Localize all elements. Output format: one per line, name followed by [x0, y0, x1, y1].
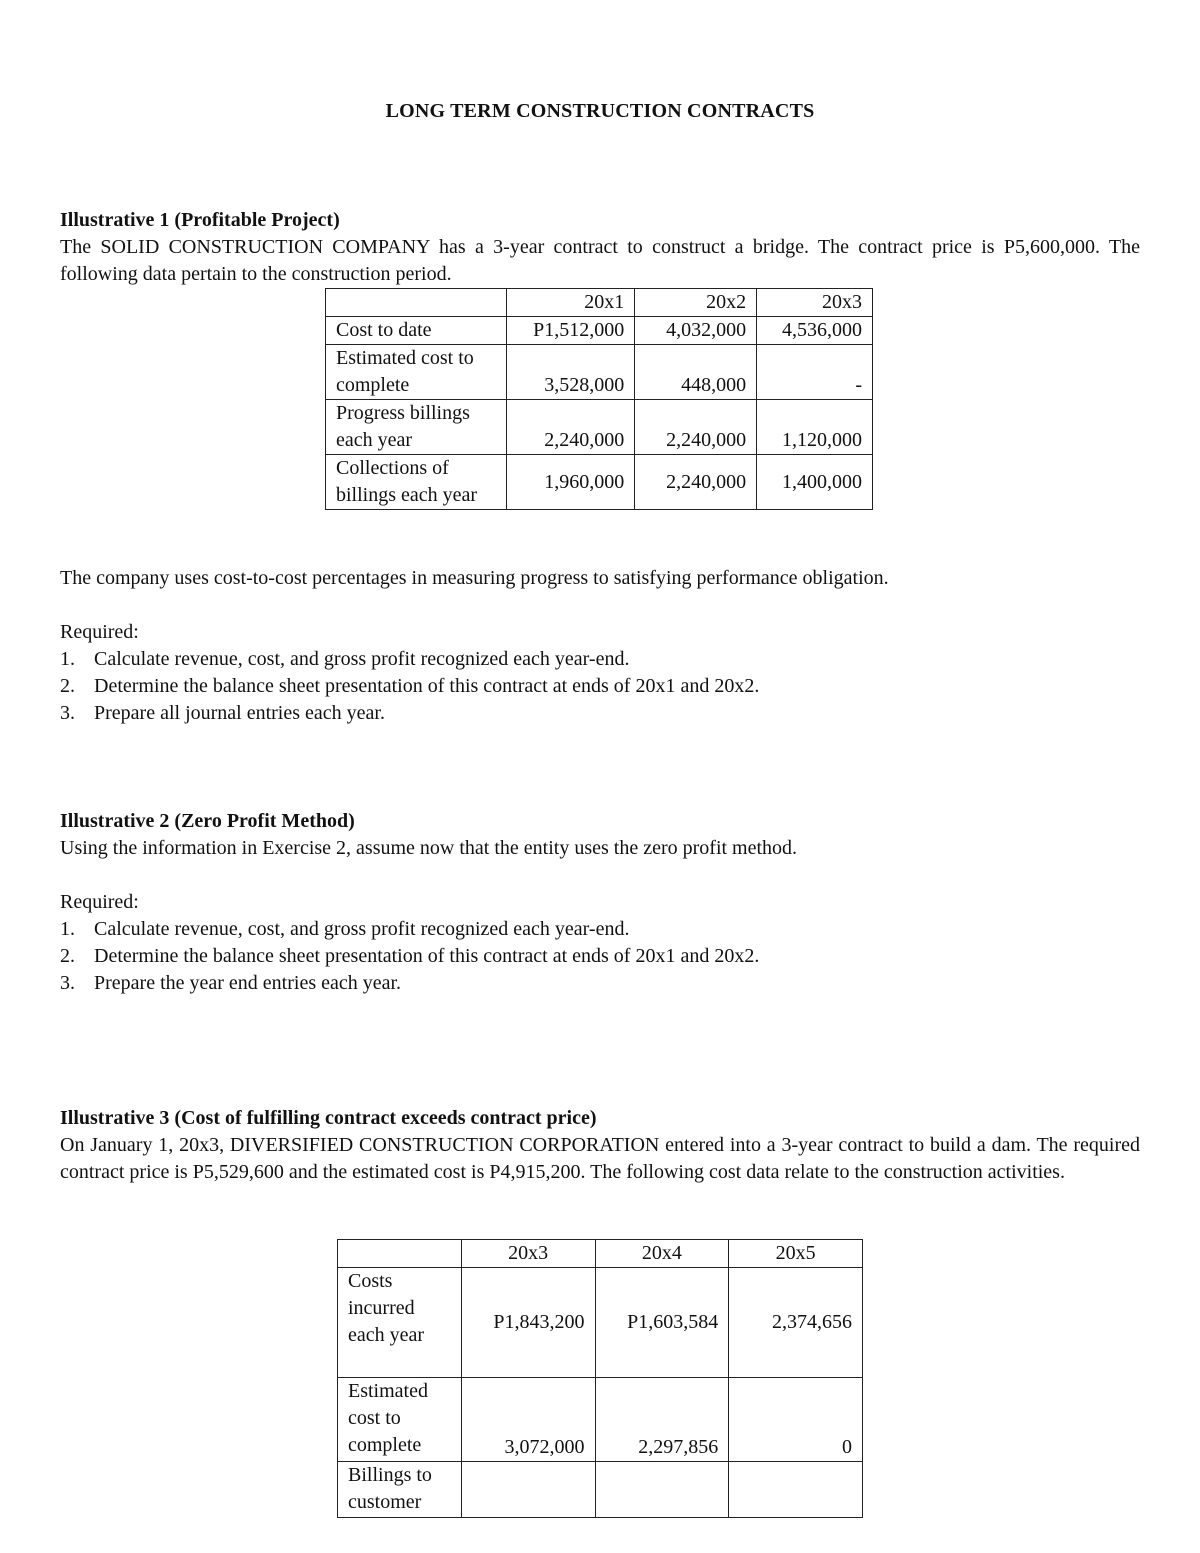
table-header-cell: [326, 289, 507, 317]
required-list: [60, 916, 1140, 997]
table-header-cell: 20x3: [757, 289, 873, 317]
table-cell: 0: [729, 1378, 863, 1462]
illustrative-1-table: [325, 288, 873, 510]
table-header-cell: [338, 1240, 462, 1268]
illustrative-3-section: [60, 1105, 1140, 1186]
row-label: Progress billings each year: [326, 400, 507, 455]
table-cell: -: [757, 345, 873, 400]
table-cell: 3,528,000: [507, 345, 635, 400]
table-header-cell: 20x1: [507, 289, 635, 317]
table-header-cell: 20x3: [461, 1240, 595, 1268]
illustrative-1-requirements: [60, 565, 1140, 727]
illustrative-3-table: [337, 1239, 863, 1518]
list-text: Determine the balance sheet presentation of this contract at ends of 20x1 and 20x2.: [94, 945, 760, 967]
list-number: 3.: [60, 972, 75, 994]
required-label: Required:: [60, 621, 139, 643]
illustrative-3-intro: On January 1, 20x3, DIVERSIFIED CONSTRUCTION CORPORATION entered into a 3-year contract to build a dam. The required contract price is P5,529,600 and the estimated cost is P4,915,200. The following cost data relate to the construction activities.: [60, 1134, 1140, 1183]
list-text: Prepare the year end entries each year.: [94, 972, 402, 994]
table-cell: [461, 1462, 595, 1518]
table-row: [338, 1462, 863, 1518]
row-label: Cost to date: [326, 317, 507, 345]
table-cell: 1,400,000: [757, 455, 873, 510]
row-label: Costs incurred each year: [338, 1268, 462, 1378]
table-header-cell: 20x4: [595, 1240, 729, 1268]
list-item: [60, 916, 1140, 943]
table-row: [326, 400, 873, 455]
illustrative-1-heading: Illustrative 1 (Profitable Project): [60, 209, 340, 231]
table-cell: [729, 1462, 863, 1518]
table-header-row: [338, 1240, 863, 1268]
table-cell: 1,960,000: [507, 455, 635, 510]
list-item: [60, 673, 1140, 700]
table-header-row: [326, 289, 873, 317]
list-text: Calculate revenue, cost, and gross profit recognized each year-end.: [94, 648, 630, 670]
table-row: [326, 345, 873, 400]
table-cell: P1,843,200: [461, 1268, 595, 1378]
list-item: [60, 943, 1140, 970]
illustrative-1-section: [60, 207, 1140, 288]
row-label: Estimated cost to complete: [326, 345, 507, 400]
list-number: 1.: [60, 648, 75, 670]
required-label: Required:: [60, 891, 139, 913]
list-item: [60, 700, 1140, 727]
table-cell: P1,603,584: [595, 1268, 729, 1378]
row-label: Collections of billings each year: [326, 455, 507, 510]
table-row: [326, 455, 873, 510]
list-number: 3.: [60, 702, 75, 724]
illustrative-3-heading: Illustrative 3 (Cost of fulfilling contract exceeds contract price): [60, 1107, 597, 1129]
table-cell: 2,374,656: [729, 1268, 863, 1378]
list-number: 1.: [60, 918, 75, 940]
list-item: [60, 970, 1140, 997]
row-label: Billings to customer: [338, 1462, 462, 1518]
list-number: 2.: [60, 945, 75, 967]
illustrative-2-section: [60, 808, 1140, 997]
table-cell: 2,240,000: [635, 455, 757, 510]
table-header-cell: 20x5: [729, 1240, 863, 1268]
table-cell: 1,120,000: [757, 400, 873, 455]
table-row: [338, 1378, 863, 1462]
table-cell: P1,512,000: [507, 317, 635, 345]
list-number: 2.: [60, 675, 75, 697]
table-cell: 4,536,000: [757, 317, 873, 345]
required-list: [60, 646, 1140, 727]
document-title: LONG TERM CONSTRUCTION CONTRACTS: [385, 100, 815, 122]
illustrative-2-intro: Using the information in Exercise 2, assume now that the entity uses the zero profit method.: [60, 837, 798, 859]
row-label: Estimated cost to complete: [338, 1378, 462, 1462]
list-text: Prepare all journal entries each year.: [94, 702, 385, 724]
table-cell: 4,032,000: [635, 317, 757, 345]
illustrative-1-intro: The SOLID CONSTRUCTION COMPANY has a 3-year contract to construct a bridge. The contract price is P5,600,000. The following data pertain to the construction period.: [60, 236, 1140, 285]
illustrative-2-heading: Illustrative 2 (Zero Profit Method): [60, 810, 355, 832]
table-cell: 3,072,000: [461, 1378, 595, 1462]
table-header-cell: 20x2: [635, 289, 757, 317]
table-row: [338, 1268, 863, 1378]
table-cell: 2,240,000: [507, 400, 635, 455]
table-row: [326, 317, 873, 345]
list-text: Calculate revenue, cost, and gross profit recognized each year-end.: [94, 918, 630, 940]
document-page: [60, 0, 1140, 1553]
list-item: [60, 646, 1140, 673]
illustrative-1-note: The company uses cost-to-cost percentages in measuring progress to satisfying performance obligation.: [60, 567, 889, 589]
table-cell: 2,240,000: [635, 400, 757, 455]
table-cell: [595, 1462, 729, 1518]
list-text: Determine the balance sheet presentation of this contract at ends of 20x1 and 20x2.: [94, 675, 760, 697]
table-cell: 448,000: [635, 345, 757, 400]
table-cell: 2,297,856: [595, 1378, 729, 1462]
